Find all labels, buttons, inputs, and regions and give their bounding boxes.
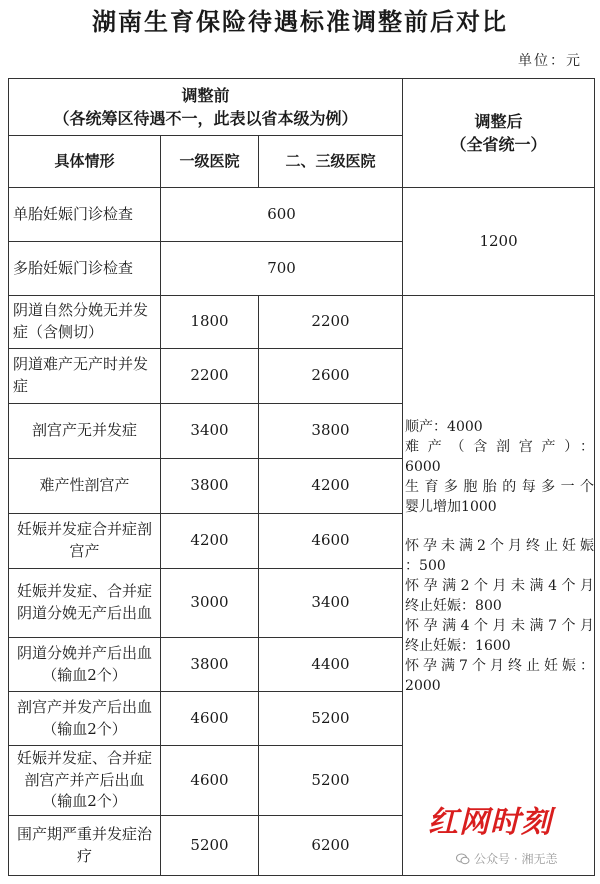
- after-header: [403, 79, 595, 188]
- before-note: （各统筹区待遇不一，此表以省本级为例）: [53, 109, 358, 128]
- after-detail-line: ：500: [405, 558, 446, 575]
- situation-cell: 围产期严重并发症治疗: [9, 816, 161, 876]
- level23-amount: 3400: [259, 569, 403, 638]
- col-header-level1: 一级医院: [161, 136, 259, 188]
- level23-amount: 5200: [259, 746, 403, 816]
- after-detail-line: 怀孕满7个月终止妊娠：: [405, 657, 595, 674]
- situation-cell: 剖宫产并发产后出血（输血2个）: [9, 692, 161, 746]
- amount-merged-cell: 600: [161, 188, 403, 242]
- page-title: 湖南生育保险待遇标准调整前后对比: [92, 8, 508, 36]
- situation-cell: 阴道分娩并产后出血（输血2个）: [9, 638, 161, 692]
- after-detail-line: 6000: [405, 458, 441, 475]
- after-detail-line: 怀孕满2个月未满4个月: [405, 578, 595, 595]
- table-row: [9, 188, 595, 242]
- level1-amount: 1800: [161, 296, 259, 349]
- level23-amount: 2200: [259, 296, 403, 349]
- situation-cell: 剖宫产无并发症: [9, 404, 161, 459]
- after-detail-line: 难产（含剖宫产）：: [405, 438, 595, 455]
- situation-cell: 难产性剖宫产: [9, 459, 161, 514]
- situation-cell: 阴道难产无产时并发症: [9, 349, 161, 404]
- unit-label: 单位：元: [518, 53, 582, 69]
- level23-amount: 6200: [259, 816, 403, 876]
- wechat-source-text: 公众号 · 湘无恙: [474, 852, 558, 866]
- level23-amount: 4600: [259, 514, 403, 569]
- after-detail-line: 2000: [405, 677, 441, 694]
- col-header-situation: 具体情形: [9, 136, 161, 188]
- before-title: 调整前: [181, 85, 230, 105]
- after-detail-line: 怀孕满4个月未满7个月: [405, 617, 595, 634]
- level23-amount: 4200: [259, 459, 403, 514]
- situation-cell: 阴道自然分娩无并发症（含侧切）: [9, 296, 161, 349]
- level23-amount: 5200: [259, 692, 403, 746]
- situation-cell: 妊娠并发症、合并症剖宫产并产后出血（输血2个）: [9, 746, 161, 816]
- amount-merged-cell: 700: [161, 242, 403, 296]
- level1-amount: 3400: [161, 404, 259, 459]
- header-row-1: [9, 79, 595, 136]
- after-title: 调整后: [474, 111, 523, 131]
- situation-cell: 单胎妊娠门诊检查: [9, 188, 161, 242]
- level1-amount: 2200: [161, 349, 259, 404]
- after-detail-line: 顺产：4000: [405, 419, 483, 435]
- before-header: [9, 79, 403, 136]
- after-note: （全省统一）: [450, 135, 547, 154]
- level1-amount: 5200: [161, 816, 259, 876]
- level1-amount: 4600: [161, 746, 259, 816]
- after-detail-line: 生育多胞胎的每多一个: [405, 478, 595, 495]
- comparison-table: [8, 78, 595, 876]
- after-detail-line: 终止妊娠：1600: [405, 637, 511, 654]
- level23-amount: 4400: [259, 638, 403, 692]
- wechat-source: [456, 850, 557, 867]
- col-header-level23: 二、三级医院: [259, 136, 403, 188]
- after-exam-cell: 1200: [403, 188, 595, 296]
- situation-cell: 多胎妊娠门诊检查: [9, 242, 161, 296]
- level23-amount: 2600: [259, 349, 403, 404]
- after-detail-cell: [403, 296, 595, 876]
- after-detail-line: 怀孕未满2个月终止妊娠: [405, 538, 595, 555]
- watermark-logo: 红网时刻: [428, 805, 552, 840]
- level1-amount: 4200: [161, 514, 259, 569]
- situation-cell: 妊娠并发症合并症剖宫产: [9, 514, 161, 569]
- situation-cell: 妊娠并发症、合并症阴道分娩无产后出血: [9, 569, 161, 638]
- level1-amount: 3800: [161, 459, 259, 514]
- table-row: [9, 296, 595, 349]
- level23-amount: 3800: [259, 404, 403, 459]
- wechat-icon: [456, 852, 470, 866]
- after-detail-line: 终止妊娠：800: [405, 598, 502, 614]
- level1-amount: 3000: [161, 569, 259, 638]
- level1-amount: 3800: [161, 638, 259, 692]
- level1-amount: 4600: [161, 692, 259, 746]
- after-detail-line: 婴儿增加1000: [405, 498, 497, 515]
